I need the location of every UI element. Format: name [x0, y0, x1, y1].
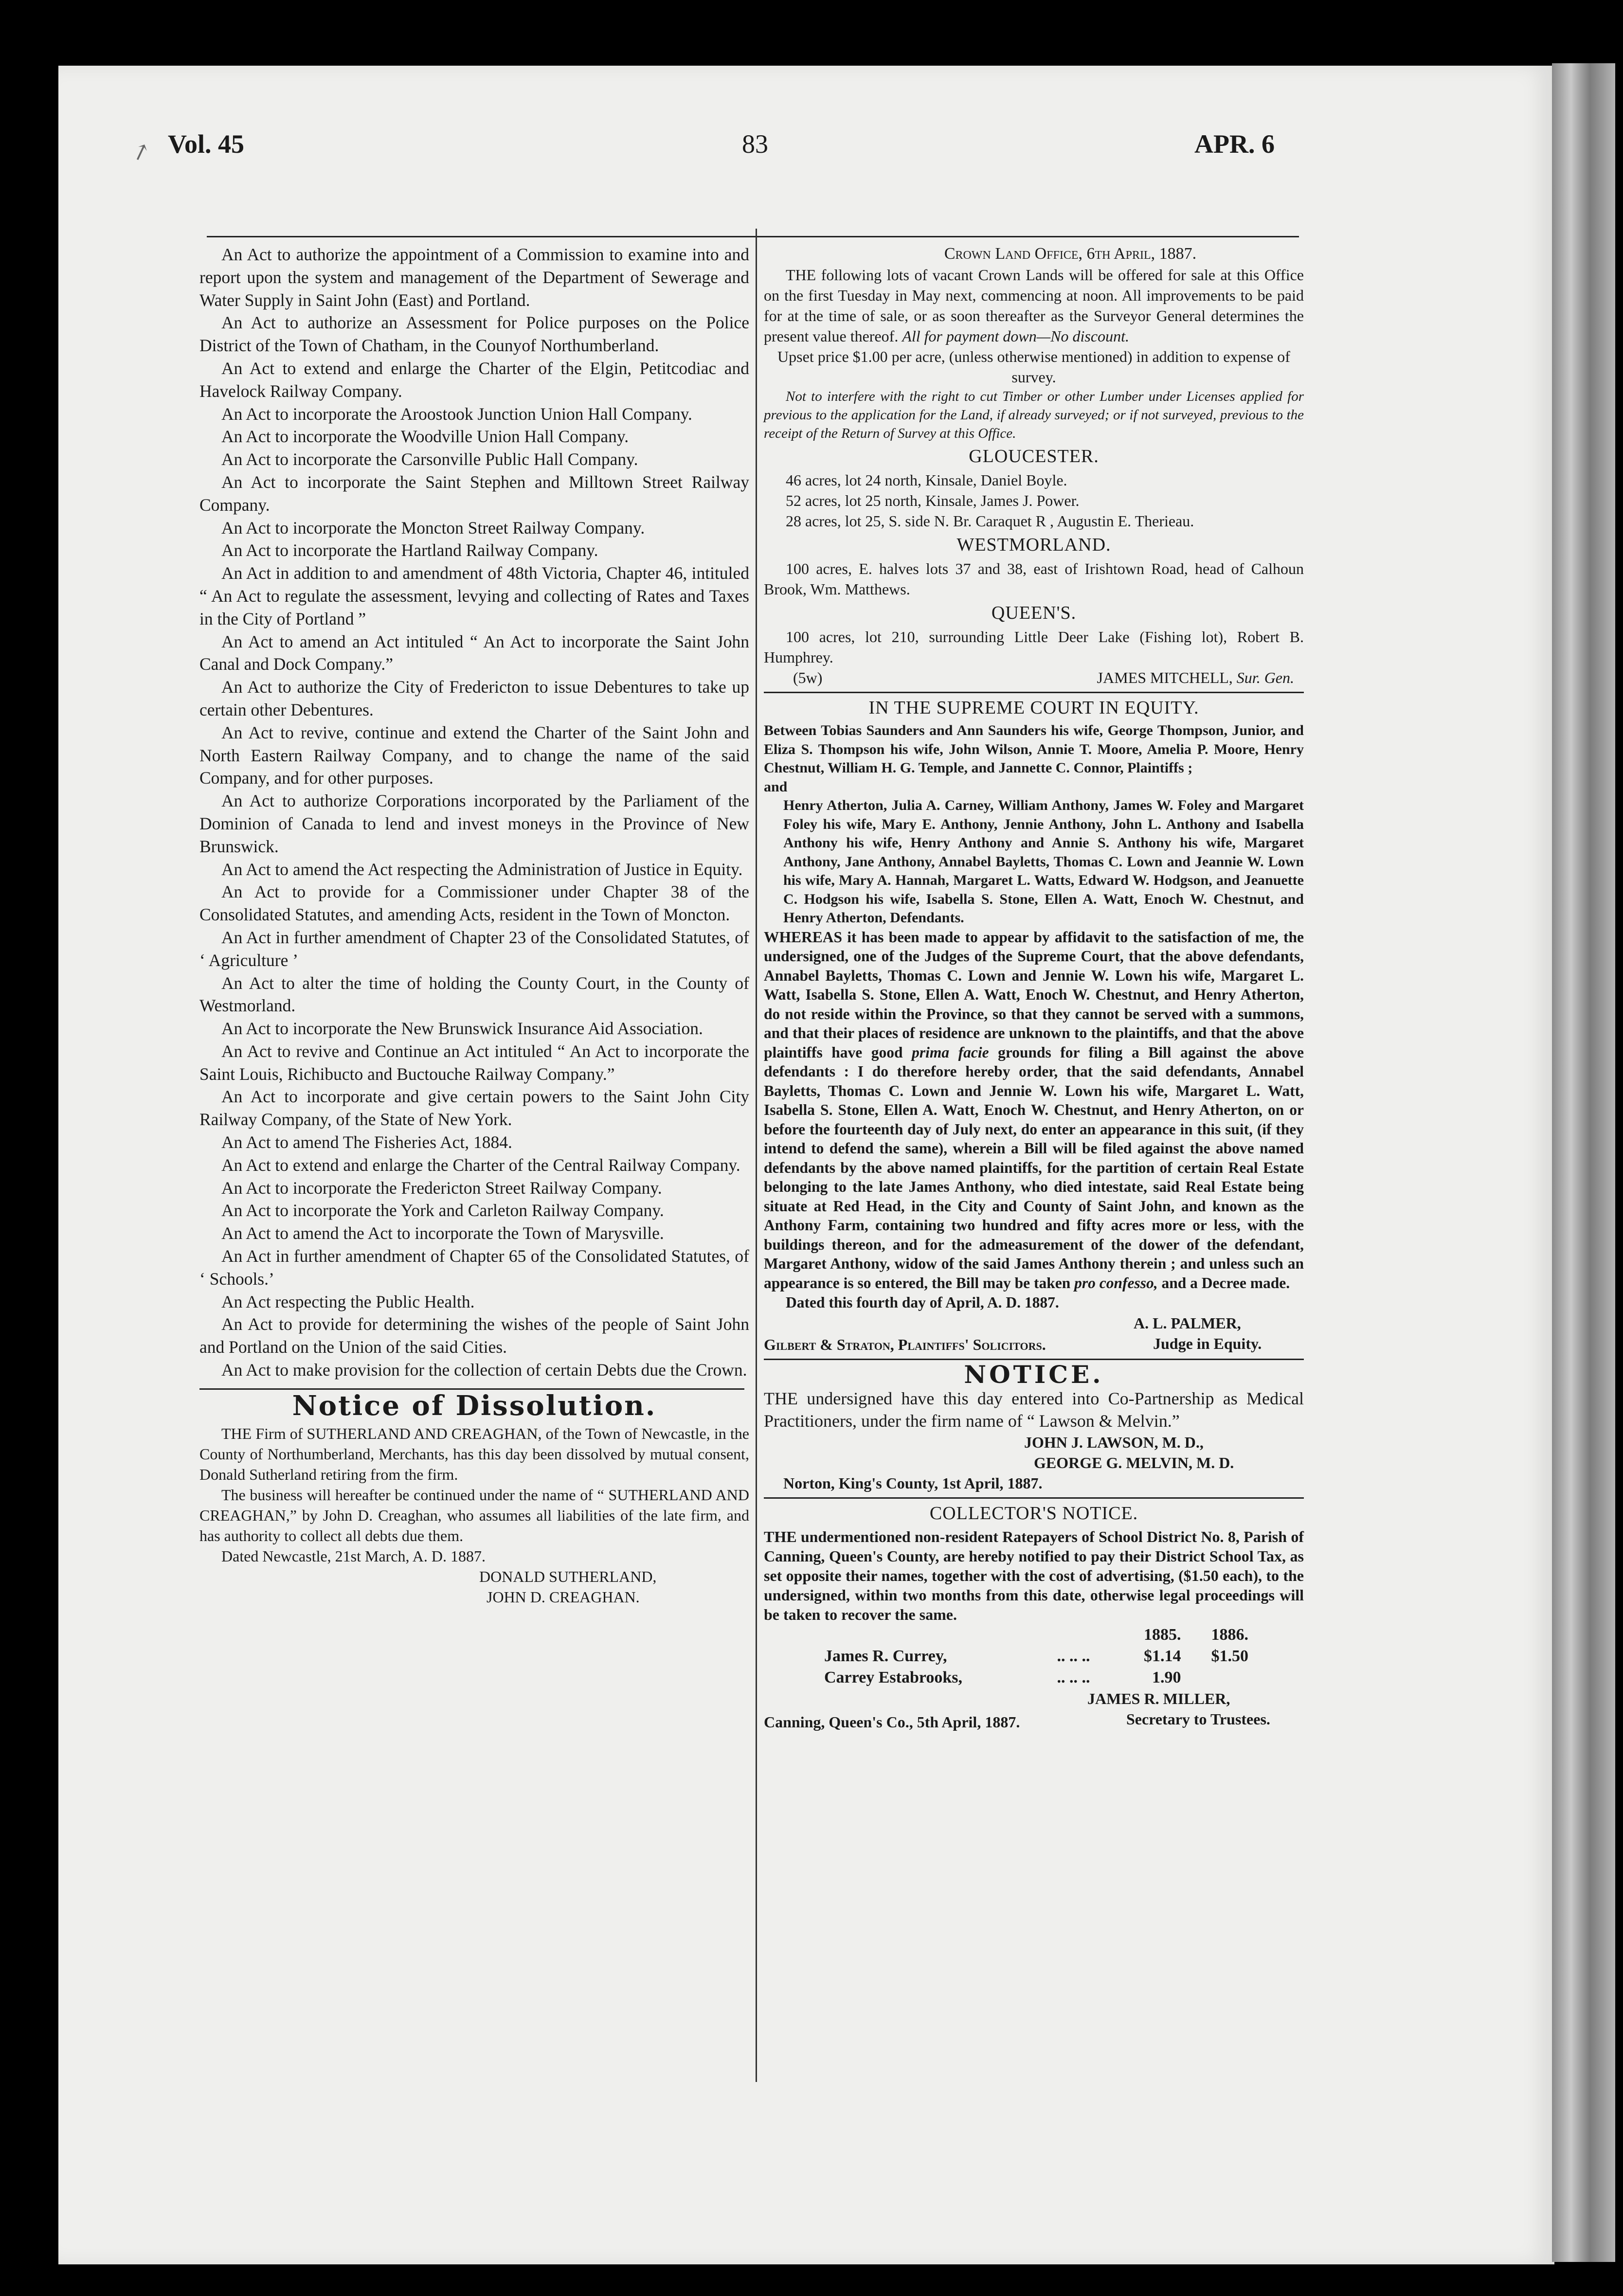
act-item: An Act to authorize the appointment of a Commission to examine into and report upon the system and management of the Department of Sewerage and Water Supply in Saint John (East) and Portland.	[199, 245, 749, 310]
crown-heading: Crown Land Office, 6th April, 1887.	[944, 245, 1197, 263]
court-dated: Dated this fourth day of April, A. D. 1887.	[786, 1294, 1059, 1311]
act-item: An Act to authorize an Assessment for Police purposes on the Police District of the Town of Chatham, in the Counyof Northumberland.	[199, 313, 749, 356]
lot-item: 28 acres, lot 25, S. side N. Br. Caraquet R , Augustin E. Therieau.	[786, 512, 1194, 530]
dissolution-notice	[199, 1389, 749, 1607]
dissolution-title: Notice of Dissolution.	[292, 1389, 657, 1422]
table-row	[822, 1667, 1250, 1688]
act-item: An Act to incorporate the Hartland Railway Company.	[221, 540, 598, 560]
leader-dots: .. .. ..	[1057, 1647, 1090, 1665]
tax-1885: 1.90	[1152, 1668, 1181, 1686]
lot-item: 46 acres, lot 24 north, Kinsale, Daniel Boyle.	[786, 471, 1067, 489]
volume-label: Vol. 45	[168, 129, 245, 159]
court-body-text: grounds for filing a Bill against the above defendants : I do therefore hereby order, that the said defendants, Annabel Bayletts, Thomas C. Lown and Jennie W. Lown his wife, Margaret L. Watt, Isabella S. Stone, Ellen A. Watt, Enoch W. Chestnut, and Henry Atherton, on or before the fourteenth day of July next, do enter an appearance in this suit, (if they intend to defend the same), wherein a Bill will be filed against the above named defendants by the above named plaintiffs, for the partition of certain Real Estate belonging to the late James Anthony, who died intestate, said Real Estate being situate at Red Head, in the City and County of Saint John, and known as the Anthony Farm, containing two hundred and fifty acres more or less, with the buildings thereon, and for the admeasurement of the dower of the defendant, Margaret Anthony, widow of the said James Anthony therein ; and unless such an appearance is so entered, the Bill may be taken	[764, 1043, 1304, 1292]
act-item: An Act to incorporate the New Brunswick Insurance Aid Association.	[221, 1019, 703, 1039]
act-item: An Act to amend the Act to incorporate the Town of Marysville.	[221, 1223, 664, 1243]
acts-list	[199, 243, 749, 1381]
crown-land-notice	[764, 243, 1304, 688]
lot-item: 100 acres, lot 210, surrounding Little Deer Lake (Fishing lot), Robert B. Humphrey.	[764, 628, 1304, 666]
tax-1886	[1183, 1667, 1251, 1688]
crown-para	[764, 265, 1304, 346]
act-item: An Act to amend The Fisheries Act, 1884.	[221, 1132, 512, 1152]
crown-payment: All for payment down—No discount.	[902, 327, 1129, 345]
tax-table-header	[822, 1624, 1250, 1646]
header-rule	[207, 236, 1299, 237]
table-row	[822, 1646, 1250, 1667]
pencil-mark: ↗	[127, 137, 154, 167]
judge-title: Judge in Equity.	[1153, 1335, 1262, 1352]
act-item: An Act in addition to and amendment of 48th Victoria, Chapter 46, intituled “ An Act to regulate the assessment, levying and collecting of Rates and Taxes in the City of Portland ”	[199, 563, 749, 628]
collector-heading: COLLECTOR'S NOTICE.	[929, 1503, 1138, 1524]
crown-note: Not to interfere with the right to cut Timber or other Lumber under Licenses applied for previous to the application for the Land, if already surveyed; or if not surveyed, previous to the receipt of the Return of Survey at this Office.	[764, 389, 1304, 441]
county-heading: QUEEN'S.	[991, 603, 1077, 623]
section-rule	[764, 1497, 1304, 1499]
act-item: An Act in further amendment of Chapter 23 of the Consolidated Statutes, of ‘ Agriculture ’	[199, 927, 749, 970]
issue-date: APR. 6	[1194, 129, 1275, 159]
collector-signature: JAMES R. MILLER,	[1087, 1690, 1230, 1707]
act-item: An Act to incorporate the Fredericton Street Railway Company.	[221, 1178, 662, 1198]
notice-place: Norton, King's County, 1st April, 1887.	[783, 1474, 1043, 1492]
court-notice	[764, 697, 1304, 1355]
act-item: An Act respecting the Public Health.	[221, 1292, 475, 1311]
court-body-text: WHEREAS it has been made to appear by affidavit to the satisfaction of me, the undersigned, one of the Judges of the Supreme Court, that the above defendants, Annabel Bayletts, Thomas C. Lown and Jennie W. Lown his wife, Margaret L. Watt, Isabella S. Stone, Ellen A. Watt, Enoch W. Chestnut, and Henry Atherton, do not reside within the Province, so that they cannot be served with a summons, and that their places of residence are unknown to the plaintiffs, and that the above plaintiffs have good	[764, 928, 1304, 1061]
act-item: An Act to incorporate the Moncton Street Railway Company.	[221, 518, 645, 538]
leader-dots: .. .. ..	[1057, 1668, 1090, 1686]
section-rule	[764, 692, 1304, 693]
dissolution-para: THE Firm of SUTHERLAND AND CREAGHAN, of the Town of Newcastle, in the County of Northumberland, Merchants, has this day been dissolved by mutual consent, Donald Sutherland retiring from the firm.	[199, 1424, 749, 1483]
judge-signature: A. L. PALMER,	[1134, 1314, 1241, 1332]
signature: JOHN D. CREAGHAN.	[487, 1588, 640, 1606]
year-header: 1885.	[1144, 1626, 1181, 1644]
left-column	[199, 243, 749, 1607]
crown-signature	[1097, 667, 1294, 688]
notice-signature: GEORGE G. MELVIN, M. D.	[1034, 1454, 1234, 1471]
insertion-code: (5w)	[793, 669, 823, 686]
act-item: An Act to extend and enlarge the Charter of the Central Railway Company.	[221, 1155, 740, 1175]
signature-name: JAMES MITCHELL,	[1097, 669, 1233, 686]
act-item: An Act to incorporate and give certain powers to the Saint John City Railway Company, of the State of New York.	[199, 1087, 749, 1130]
act-item: An Act to provide for a Commissioner under Chapter 38 of the Consolidated Statutes, and amending Acts, resident in the Town of Moncton.	[199, 882, 749, 925]
partnership-notice	[764, 1360, 1304, 1493]
lot-item: 100 acres, E. halves lots 37 and 38, east of Irishtown Road, head of Calhoun Brook, Wm. Matthews.	[764, 560, 1304, 598]
right-column	[764, 243, 1304, 1732]
notice-body: THE undersigned have this day entered into Co-Partnership as Medical Practitioners, under the firm name of “ Lawson & Melvin.”	[764, 1389, 1304, 1431]
dissolution-dated: Dated Newcastle, 21st March, A. D. 1887.	[221, 1547, 486, 1565]
tax-table	[822, 1624, 1250, 1688]
solicitors: Gilbert & Straton, Plaintiffs' Solicitors.	[764, 1336, 1046, 1353]
collector-title: Secretary to Trustees.	[1126, 1710, 1270, 1728]
act-item: An Act to authorize the City of Fredericton to issue Debentures to take up certain other Debentures.	[199, 677, 749, 719]
act-item: An Act to incorporate the Aroostook Junction Union Hall Company.	[221, 404, 692, 424]
act-item: An Act to authorize Corporations incorporated by the Parliament of the Dominion of Canada to lend and invest moneys in the Province of New Brunswick.	[199, 791, 749, 856]
signature-title: Sur. Gen.	[1236, 669, 1294, 686]
crown-body: THE following lots of vacant Crown Lands will be offered for sale at this Office on the first Tuesday in May next, commencing at noon. All improvements to be paid for at the time of sale, or as soon thereafter as the Surveyor General determines the present value thereof.	[764, 266, 1304, 345]
act-item: An Act to revive and Continue an Act intituled “ An Act to incorporate the Saint Louis, Richibucto and Buctouche Railway Company.”	[199, 1041, 749, 1084]
signature: DONALD SUTHERLAND,	[479, 1567, 657, 1585]
court-body-text: and a Decree made.	[1161, 1274, 1290, 1292]
act-item: An Act to incorporate the York and Carleton Railway Company.	[221, 1201, 664, 1220]
act-item: An Act to make provision for the collection of certain Debts due the Crown.	[221, 1360, 747, 1380]
act-item: An Act to incorporate the Woodville Union Hall Company.	[221, 427, 629, 447]
section-rule	[199, 1388, 744, 1390]
act-item: An Act to alter the time of holding the County Court, in the County of Westmorland.	[199, 973, 749, 1016]
year-header: 1886.	[1211, 1626, 1248, 1644]
page-header	[168, 129, 1287, 168]
court-heading: IN THE SUPREME COURT IN EQUITY.	[868, 698, 1199, 718]
page-number: 83	[742, 129, 768, 159]
court-body	[764, 928, 1304, 1293]
act-item: An Act to revive, continue and extend the Charter of the Saint John and North Eastern Railway Company, and to change the name of the said Company, and for other purposes.	[199, 722, 749, 788]
crown-signature-line	[764, 667, 1304, 688]
act-item: An Act to amend the Act respecting the Administration of Justice in Equity.	[221, 859, 743, 879]
act-item: An Act to provide for determining the wishes of the people of Saint John and Portland on the Union of the said Cities.	[199, 1314, 749, 1357]
county-heading: GLOUCESTER.	[969, 446, 1099, 466]
act-item: An Act to extend and enlarge the Charter of the Elgin, Petitcodiac and Havelock Railway Company.	[199, 358, 749, 401]
act-item: An Act to incorporate the Carsonville Public Hall Company.	[221, 449, 638, 469]
tax-1886: $1.50	[1211, 1647, 1248, 1665]
notice-title: NOTICE.	[964, 1360, 1104, 1389]
ratepayer-name: James R. Currey,	[824, 1647, 947, 1665]
defendants: Henry Atherton, Julia A. Carney, William Anthony, James W. Foley and Margaret Foley his wife, Mary E. Anthony, Jennie Anthony, John L. Anthony and Isabella Anthony his wife, Henry Anthony and Annie S. Anthony his wife, Margaret Anthony, Jane Anthony, Annabel Bayletts, Thomas C. Lown and Jeannie W. Lown his wife, Mary A. Hannah, Margaret L. Watts, Edward W. Hodgson, and Jeanuette C. Hodgson his wife, Isabella S. Stone, Ellen A. Watt, Enoch W. Chestnut, and Henry Atherton, Defendants.	[783, 797, 1304, 926]
section-rule	[764, 1359, 1304, 1360]
plaintiffs: Between Tobias Saunders and Ann Saunders his wife, George Thompson, Junior, and Eliza S. Thompson his wife, John Wilson, Annie T. Moore, Amelia P. Moore, Henry Chestnut, William H. G. Temple, and Jannette C. Connor, Plaintiffs ;	[764, 722, 1304, 776]
tax-1885: $1.14	[1144, 1647, 1181, 1665]
upset-price: Upset price $1.00 per acre, (unless otherwise mentioned) in addition to expense of survey.	[777, 348, 1290, 386]
ratepayer-name: Carrey Estabrooks,	[824, 1668, 962, 1686]
collector-body: THE undermentioned non-resident Ratepayers of School District No. 8, Parish of Canning, Queen's County, are hereby notified to pay their District School Tax, as set opposite their names, together with the cost of advertising, ($1.50 each), to the undersigned, within two months from this date, otherwise legal proceedings will be taken to recover the same.	[764, 1528, 1304, 1623]
county-heading: WESTMORLAND.	[956, 535, 1111, 555]
act-item: An Act in further amendment of Chapter 65 of the Consolidated Statutes, of ‘ Schools.’	[199, 1246, 749, 1289]
act-item: An Act to incorporate the Saint Stephen and Milltown Street Railway Company.	[199, 472, 749, 515]
column-divider	[756, 229, 757, 2082]
book-binding	[1552, 63, 1615, 2262]
court-body-italic: prima facie	[912, 1043, 989, 1061]
court-body-italic: pro confesso,	[1074, 1274, 1158, 1292]
lot-item: 52 acres, lot 25 north, Kinsale, James J. Power.	[786, 492, 1080, 509]
notice-signature: JOHN J. LAWSON, M. D.,	[1024, 1434, 1204, 1451]
collector-notice	[764, 1503, 1304, 1732]
and-word: and	[764, 778, 788, 795]
dissolution-para: The business will hereafter be continued under the name of “ SUTHERLAND AND CREAGHAN,” by John D. Creaghan, who assumes all liabilities of the late firm, and has authority to collect all debts due them.	[199, 1486, 749, 1544]
collector-place: Canning, Queen's Co., 5th April, 1887.	[764, 1713, 1020, 1731]
act-item: An Act to amend an Act intituled “ An Act to incorporate the Saint John Canal and Dock Company.”	[199, 631, 749, 674]
